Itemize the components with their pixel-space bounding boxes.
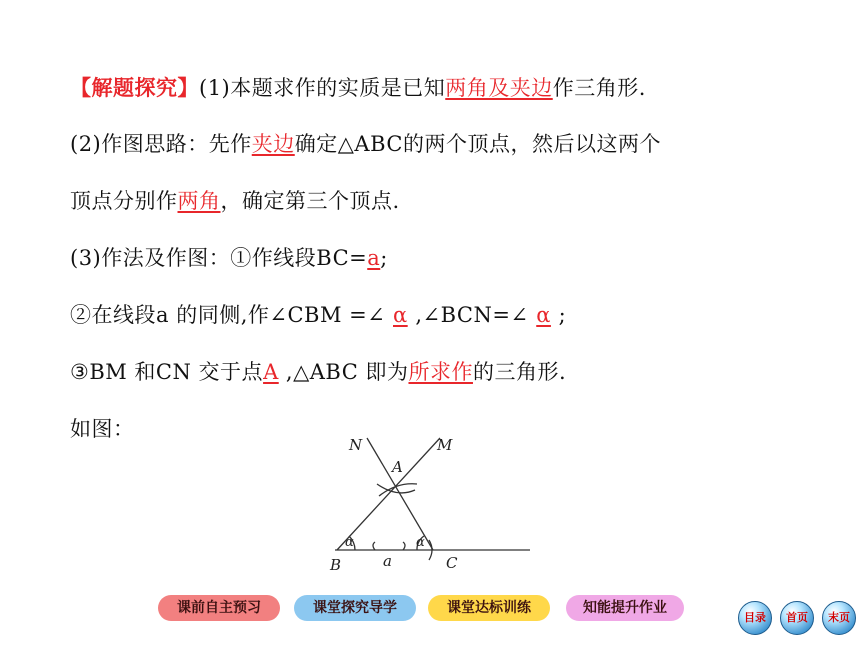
line4-text: (3)作法及作图：①作线段BC= [70, 246, 368, 270]
line2-end: 确定△ABC的两个顶点，然后以这两个 [294, 132, 661, 156]
last-page-button[interactable]: 末页 [822, 601, 856, 635]
line5-text: ②在线段a 的同侧,作∠CBM =∠ [70, 303, 386, 327]
label-b: B [330, 556, 342, 574]
answer-required: 所求作 [408, 360, 473, 384]
line7-text: 如图： [70, 417, 135, 441]
answer-two-angles: 两角 [177, 189, 221, 213]
nav-preview-button[interactable]: 课前自主预习 [158, 595, 280, 621]
label-c: C [446, 554, 458, 572]
line-4 [70, 243, 388, 273]
line-3 [70, 186, 400, 216]
answer-a: a [367, 246, 381, 270]
construction-figure [325, 432, 535, 577]
line-1 [70, 73, 646, 103]
answer-point-a: A [263, 360, 279, 384]
section-label: 【解题探究】 [70, 75, 199, 100]
label-n: N [349, 436, 363, 454]
line6-text: ③BM 和CN 交于点 [70, 360, 264, 384]
line6-end: 的三角形. [472, 360, 567, 384]
arc-mark-a1 [373, 542, 375, 550]
line1-text: (1)本题求作的实质是已知 [199, 76, 446, 100]
line1-end: 作三角形. [552, 76, 646, 100]
line3-end: ，确定第三个顶点. [220, 189, 400, 213]
line3-text: 顶点分别作 [70, 189, 178, 213]
label-a: A [392, 458, 403, 476]
line-2 [70, 129, 661, 159]
line-7 [70, 414, 135, 444]
arc-mark-a2 [403, 542, 405, 550]
label-side-a: a [383, 552, 392, 570]
answer-included-side: 夹边 [251, 132, 295, 156]
line-6 [70, 357, 566, 387]
nav-explore-button[interactable]: 课堂探究导学 [294, 595, 416, 621]
answer-alpha-1: α [393, 303, 408, 327]
label-m: M [437, 436, 453, 454]
label-alpha-c: α [416, 535, 425, 550]
ray-bm [337, 438, 440, 550]
line5-end: ; [558, 303, 567, 327]
answer-alpha-2: α [536, 303, 551, 327]
line5-mid: ,∠BCN=∠ [415, 303, 529, 327]
contents-button[interactable]: 目录 [738, 601, 772, 635]
line2-text: (2)作图思路：先作 [70, 132, 252, 156]
label-alpha-b: α [345, 535, 354, 550]
home-button[interactable]: 首页 [780, 601, 814, 635]
line4-end: ; [380, 246, 388, 270]
line-5 [70, 300, 566, 330]
nav-practice-button[interactable]: 课堂达标训练 [428, 595, 550, 621]
nav-homework-button[interactable]: 知能提升作业 [566, 595, 684, 621]
ray-cn [367, 438, 433, 550]
answer-two-angles-side: 两角及夹边 [445, 76, 553, 100]
line6-mid: ,△ABC 即为 [278, 360, 409, 384]
